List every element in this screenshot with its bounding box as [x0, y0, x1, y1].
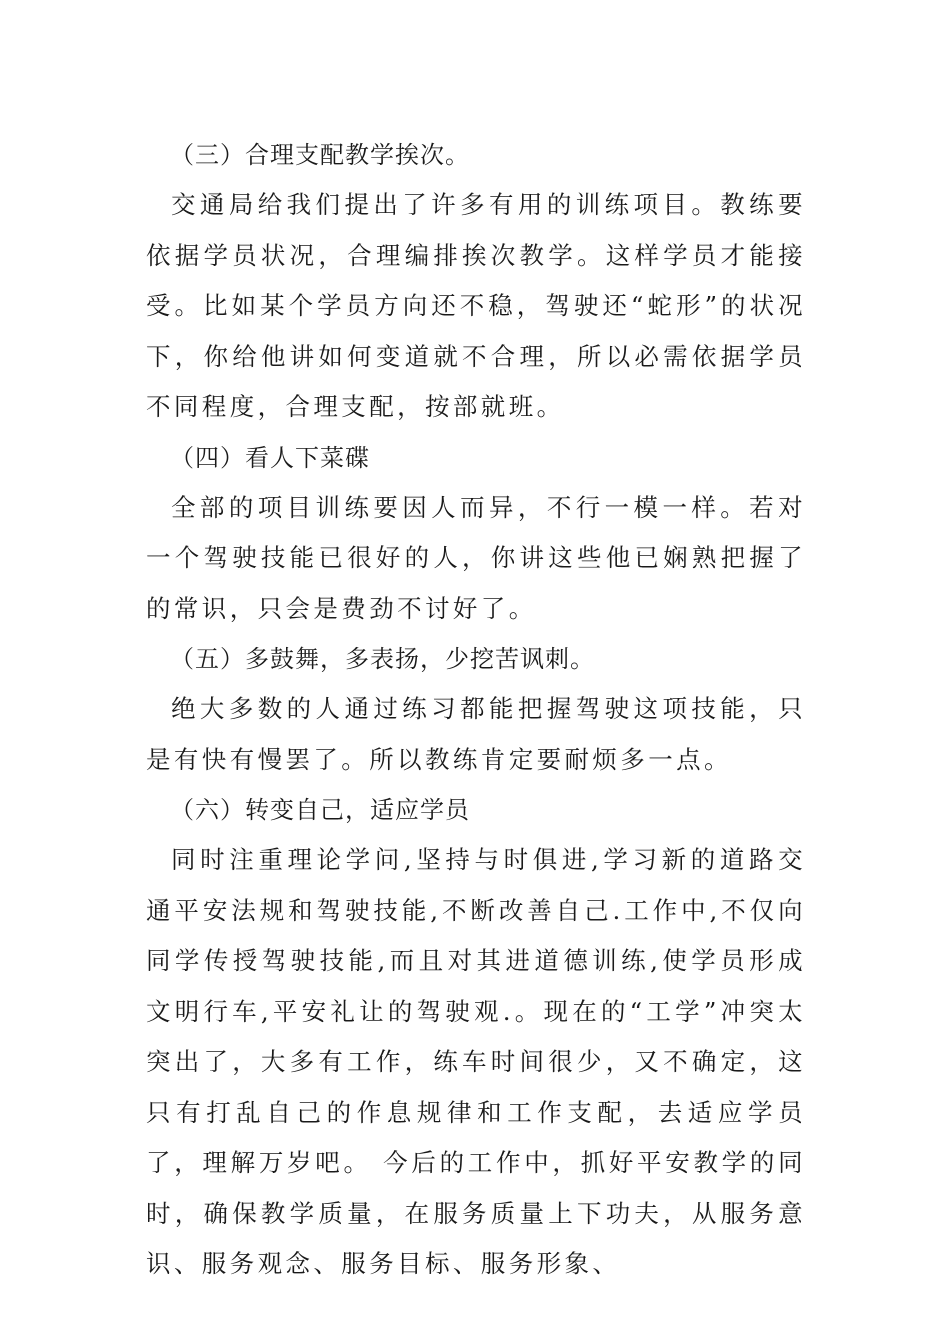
document-body — [146, 130, 806, 1290]
paragraph-encouragement: 绝大多数的人通过练习都能把握驾驶这项技能，只是有快有慢罢了。所以教练肯定要耐烦多一点。 — [146, 694, 806, 774]
section-heading-3: （三）合理支配教学挨次。 — [170, 141, 470, 169]
paragraph-adapt-to-students: 同时注重理论学问,坚持与时俱进,学习新的道路交通平安法规和驾驶技能,不断改善自己.工作中,不仅向同学传授驾驶技能,而且对其进道德训练,使学员形成文明行车,平安礼让的驾驶观.。现在的“工学”冲突太突出了，大多有工作，练车时间很少，又不确定，这只有打乱自己的作息规律和工作支配，去适应学员了，理解万岁吧。 今后的工作中，抓好平安教学的同时，确保教学质量，在服务质量上下功夫，从服务意识、服务观念、服务目标、服务形象、 — [146, 845, 806, 1278]
section-heading-5: （五）多鼓舞，多表扬，少挖苦讽刺。 — [170, 645, 595, 673]
paragraph-individualized-training: 全部的项目训练要因人而异，不行一模一样。若对一个驾驶技能已很好的人，你讲这些他已娴熟把握了的常识，只会是费劲不讨好了。 — [146, 492, 806, 623]
paragraph-arrange-sequence: 交通局给我们提出了许多有用的训练项目。教练要依据学员状况，合理编排挨次教学。这样学员才能接受。比如某个学员方向还不稳，驾驶还“蛇形”的状况下，你给他讲如何变道就不合理，所以必需依据学员不同程度，合理支配，按部就班。 — [146, 190, 806, 421]
section-heading-4: （四）看人下菜碟 — [170, 443, 370, 472]
section-heading-6: （六）转变自己，适应学员 — [170, 796, 470, 824]
